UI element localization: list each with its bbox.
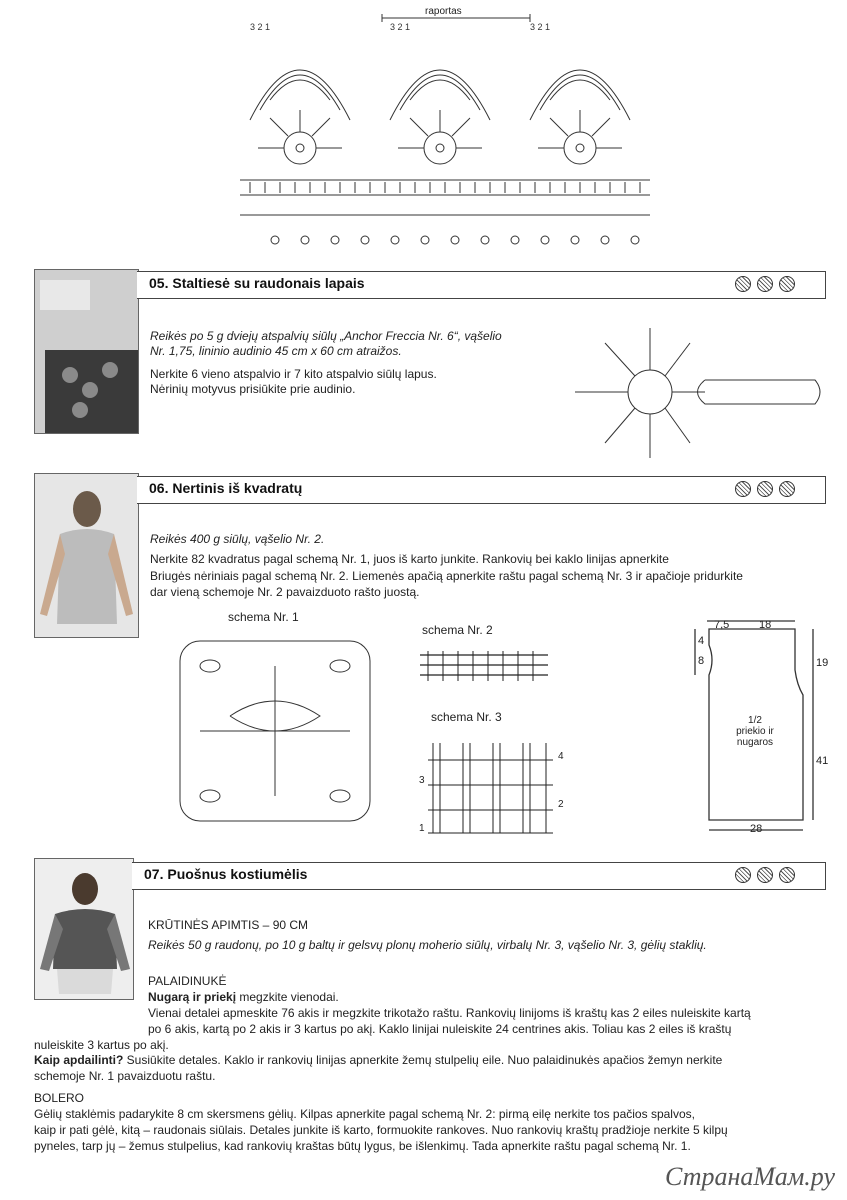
schema-1-label: schema Nr. 1 xyxy=(228,610,299,624)
yarn-ball-icon xyxy=(757,481,773,497)
pattern-dim-label: 4 xyxy=(698,635,705,647)
bolero-line-3: pyneles, tarp jų – žemus stulpelius, kad rankovių kraštas būtų lygus, be išlenkimų. Tada apnerkite raštu pagal schemą Nr. 1. xyxy=(34,1139,691,1153)
section-05-para-1: Nerkite 6 vieno atspalvio ir 7 kito atspalvio siūlų lapus. xyxy=(150,367,437,381)
top-chart-svg xyxy=(230,0,660,262)
difficulty-rating xyxy=(735,276,795,292)
finishing-line-1 xyxy=(34,1053,722,1068)
section-05-requirements: Reikės po 5 g dviejų atspalvių siūlų „Anchor Freccia Nr. 6“, vąšelio Nr. 1,75, lininio audinio 45 cm x 60 cm atraižos. xyxy=(150,329,502,358)
yarn-ball-icon xyxy=(779,276,795,292)
pattern-dim-label: 28 xyxy=(750,823,763,835)
top-photo xyxy=(34,473,139,638)
schema-3-label: schema Nr. 3 xyxy=(431,710,502,724)
pattern-dim-label: 19 xyxy=(816,657,829,669)
top-crochet-chart xyxy=(230,0,660,262)
blouse-bold-1: Nugarą ir priekį xyxy=(148,990,237,1004)
yarn-ball-icon xyxy=(735,481,751,497)
bolero-line-1: Gėlių staklėmis padarykite 8 cm skersmens gėlių. Kilpas apnerkite pagal schemą Nr. 2: pirmą eilę nerkite tos pačios spalvos, xyxy=(34,1107,695,1121)
section-06-title: 06. Nertinis iš kvadratų xyxy=(149,480,303,496)
leaf-motif-chart xyxy=(565,318,827,466)
tablecloth-illustration xyxy=(35,270,138,433)
schema-2-chart xyxy=(418,645,553,687)
section-05-header xyxy=(137,271,826,299)
schema-3-svg xyxy=(418,735,568,840)
yarn-ball-icon xyxy=(757,276,773,292)
schema-1-svg xyxy=(160,626,390,836)
difficulty-rating xyxy=(735,481,795,497)
yarn-ball-icon xyxy=(779,481,795,497)
site-watermark: СтранаМам.ру xyxy=(665,1162,835,1191)
schema-2-svg xyxy=(418,645,553,687)
section-07-title: 07. Puošnus kostiumėlis xyxy=(144,866,308,882)
bolero-heading: BOLERO xyxy=(34,1091,85,1105)
svg-text:3 2 1: 3 2 1 xyxy=(530,22,551,32)
schema-3-row-label: 3 xyxy=(419,775,425,786)
schema-3-row-label: 4 xyxy=(558,751,564,762)
section-05-title: 05. Staltiesė su raudonais lapais xyxy=(149,275,365,291)
blouse-line-4: nuleiskite 3 kartus po akį. xyxy=(34,1038,169,1052)
garment-pattern xyxy=(685,615,835,840)
blouse-line-3: po 6 akis, kartą po 2 akis ir 3 kartus po akį. Kaklo linijai nuleiskite 24 centrines akis. Toliau kas 2 eiles iš kraštų xyxy=(148,1022,732,1036)
schema-2-label: schema Nr. 2 xyxy=(422,623,493,637)
svg-text:3 2 1: 3 2 1 xyxy=(390,22,411,32)
schema-3-chart xyxy=(418,735,568,840)
section-07-requirements: Reikės 50 g raudonų, po 10 g baltų ir gelsvų plonų moherio siūlų, virbalų Nr. 3, vąšelio Nr. 3, gėlių staklių. xyxy=(148,938,707,952)
rapport-label: raportas xyxy=(425,6,462,17)
section-07-header xyxy=(132,862,826,890)
yarn-ball-icon xyxy=(757,867,773,883)
finishing-bold: Kaip apdailinti? xyxy=(34,1053,124,1067)
blouse-line-1 xyxy=(148,990,339,1005)
schema-3-row-label: 2 xyxy=(558,799,564,810)
pattern-dim-label: 41 xyxy=(816,755,829,767)
finishing-line-2: schemoje Nr. 1 pavaizduotu raštu. xyxy=(34,1069,216,1083)
section-05-para-2: Nėrinių motyvus prisiūkite prie audinio. xyxy=(150,382,356,396)
pattern-center-label: 1/2 priekio ir nugaros xyxy=(736,715,774,748)
pattern-dim-label: 7,5 xyxy=(714,619,730,631)
suit-illustration xyxy=(35,859,133,999)
section-07-size: KRŪTINĖS APIMTIS – 90 CM xyxy=(148,918,309,932)
schema-3-row-label: 1 xyxy=(419,823,425,834)
model-illustration xyxy=(35,474,138,637)
section-06-requirements: Reikės 400 g siūlų, vąšelio Nr. 2. xyxy=(150,532,325,546)
svg-text:3 2 1: 3 2 1 xyxy=(250,22,271,32)
bolero-line-2: kaip ir pati gėlė, kitą – raudonais siūlais. Detales junkite iš karto, formuokite rankoves. Nuo rankovių kraštų pradžioje nerkite 5 kilpų xyxy=(34,1123,728,1137)
blouse-text-1: megzkite vienodai. xyxy=(236,990,339,1004)
yarn-ball-icon xyxy=(735,867,751,883)
suit-photo xyxy=(34,858,134,1000)
blouse-heading: PALAIDINUKĖ xyxy=(148,974,227,988)
schema-1-chart xyxy=(160,626,390,836)
blouse-line-2: Vienai detalei apmeskite 76 akis ir megzkite trikotažo raštu. Rankovių linijoms iš kraštų kas 2 eiles nuleiskite kartą xyxy=(148,1006,751,1020)
finishing-text: Susiūkite detales. Kaklo ir rankovių linijas apnerkite žemų stulpelių eile. Nuo palaidinukės apačios žemyn nerkite xyxy=(123,1053,723,1067)
pattern-dim-label: 18 xyxy=(759,619,772,631)
yarn-ball-icon xyxy=(779,867,795,883)
section-06-para-3: dar vieną schemoje Nr. 2 pavaizduoto rašto juostą. xyxy=(150,585,420,599)
difficulty-rating xyxy=(735,867,795,883)
tablecloth-photo xyxy=(34,269,139,434)
section-06-para-2: Briugės nėriniais pagal schemą Nr. 2. Liemenės apačią apnerkite raštu pagal schemą Nr. 3 ir apačioje pridurkite xyxy=(150,569,743,583)
leaf-motif-svg xyxy=(565,318,827,466)
section-06-header xyxy=(137,476,826,504)
pattern-dim-label: 8 xyxy=(698,655,705,667)
yarn-ball-icon xyxy=(735,276,751,292)
section-06-para-1: Nerkite 82 kvadratus pagal schemą Nr. 1, juos iš karto junkite. Rankovių bei kaklo linijas apnerkite xyxy=(150,552,669,566)
